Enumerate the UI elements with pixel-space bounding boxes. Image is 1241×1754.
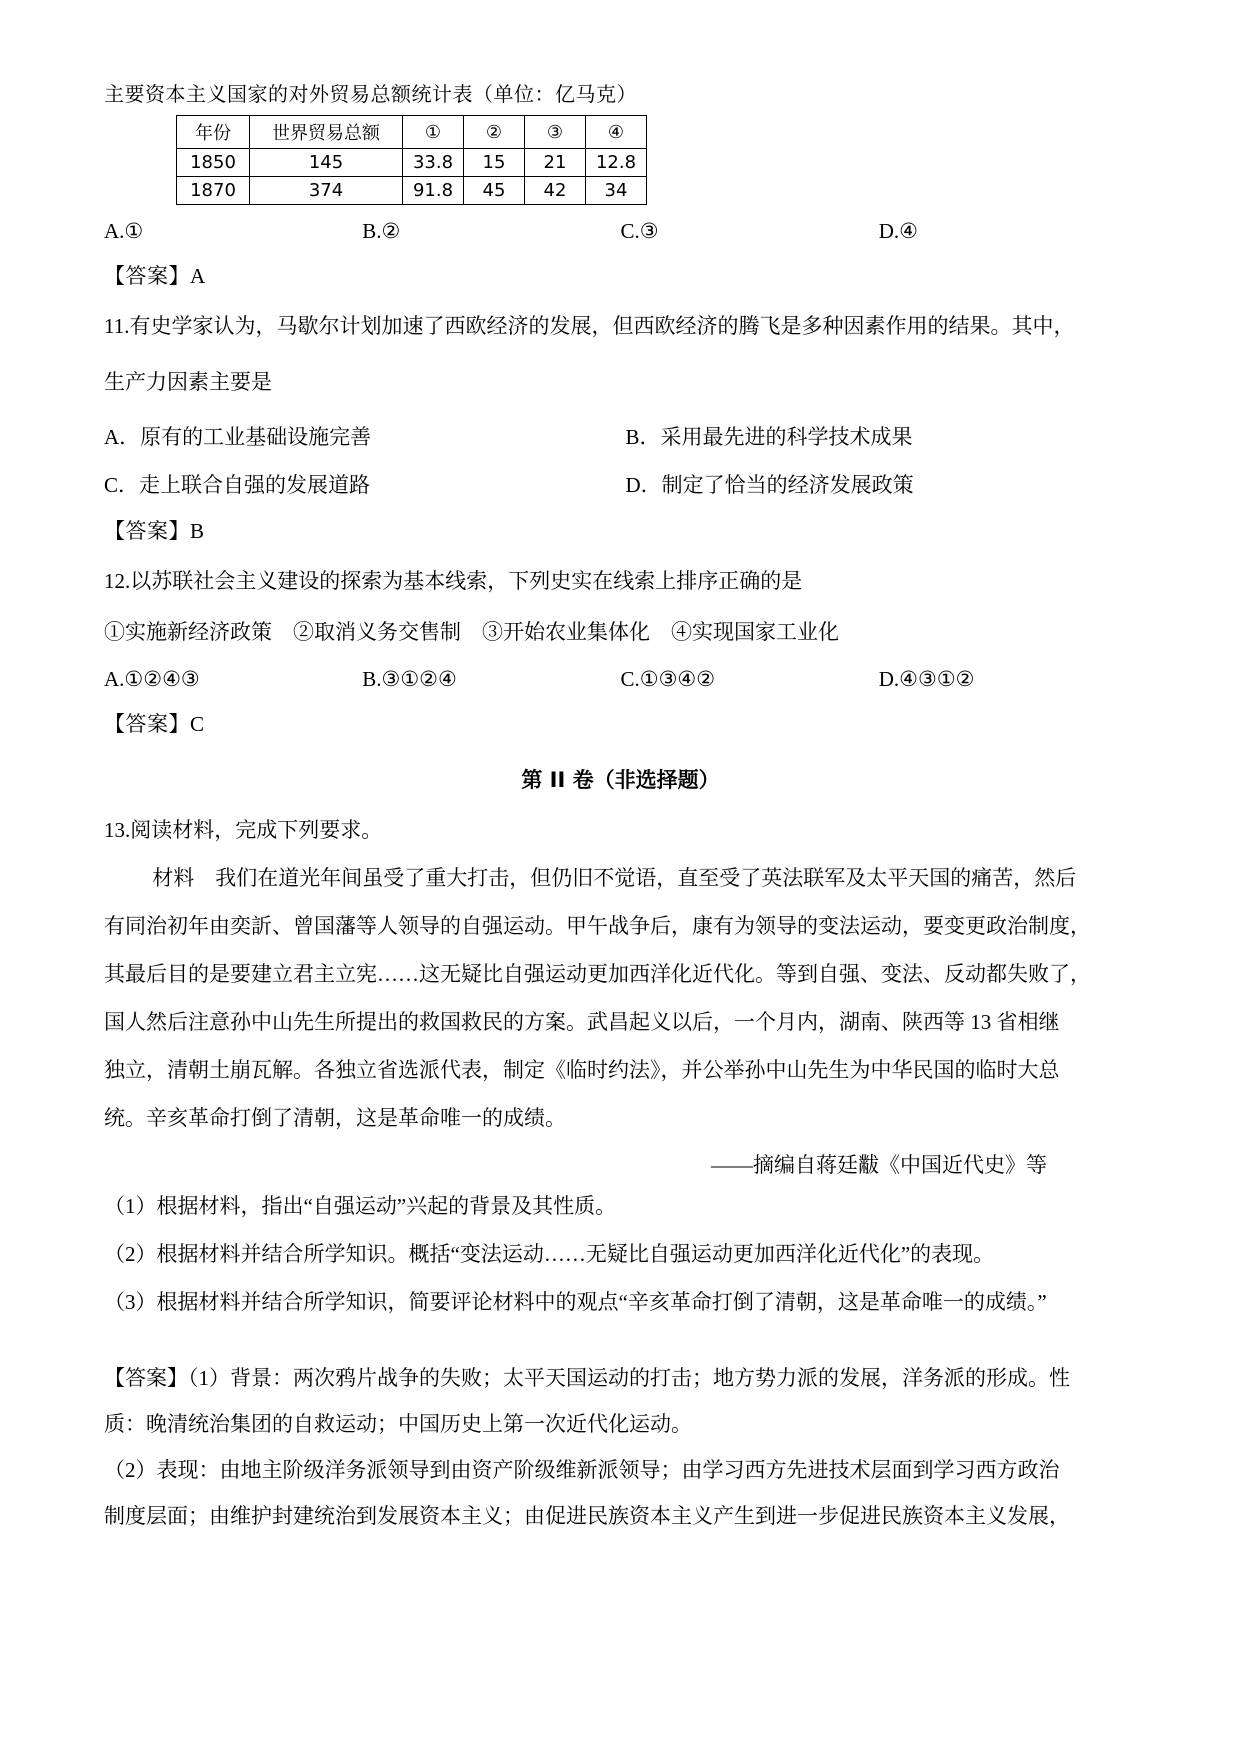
table-header-cell: ④: [586, 116, 647, 149]
question-13-answer-2-line-2: 制度层面；由维护封建统治到发展资本主义；由促进民族资本主义产生到进一步促进民族资本主义发展，: [104, 1503, 1070, 1528]
option-a: A.①②④③: [104, 666, 200, 691]
section-heading: 第 II 卷（非选择题）: [521, 767, 720, 792]
table-cell: 374: [250, 177, 403, 205]
table-cell: 145: [250, 149, 403, 177]
material-line-1: [104, 857, 1137, 899]
material-line-4: 国人然后注意孙中山先生所提出的救国救民的方案。武昌起义以后，一个月内，湖南、陕西等 13 省相继: [104, 1009, 1060, 1034]
material-source: ——摘编自蒋廷黻《中国近代史》等: [711, 1152, 1047, 1177]
question-12-options: [104, 667, 1137, 692]
option-c: C.③: [620, 219, 659, 243]
question-13-sub-1: （1）根据材料，指出“自强运动”兴起的背景及其性质。: [104, 1193, 617, 1218]
table-header-cell: 年份: [177, 116, 250, 149]
table-cell: 21: [525, 149, 586, 177]
table-cell: 34: [586, 177, 647, 205]
table-cell: 33.8: [403, 149, 464, 177]
table-cell: 91.8: [403, 177, 464, 205]
table-cell: 42: [525, 177, 586, 205]
question-12-items: ①实施新经济政策 ②取消义务交售制 ③开始农业集体化 ④实现国家工业化: [104, 619, 839, 644]
question-10-answer: 【答案】A: [104, 264, 206, 288]
spacer: [104, 1323, 1137, 1353]
question-10-options: [104, 219, 1137, 244]
table-cell: 15: [464, 149, 525, 177]
table-cell: 1870: [177, 177, 250, 205]
option-d: D.④③①②: [878, 666, 975, 691]
option-b: B.③①②④: [362, 666, 457, 691]
question-11-options-row-2: [104, 469, 1137, 499]
material-line-6: 统。辛亥革命打倒了清朝，这是革命唯一的成绩。: [104, 1105, 566, 1130]
table-header-row: [177, 116, 647, 149]
table-header-cell: ②: [464, 116, 525, 149]
question-13-sub-3: （3）根据材料并结合所学知识，简要评论材料中的观点“辛亥革命打倒了清朝，这是革命唯一的成绩。”: [104, 1289, 1047, 1314]
table-caption: 主要资本主义国家的对外贸易总额统计表（单位：亿马克）: [104, 82, 637, 106]
table-row: [177, 177, 647, 205]
option-b: B.②: [362, 219, 401, 243]
table-cell: 12.8: [586, 149, 647, 177]
table-cell: 1850: [177, 149, 250, 177]
question-13-answer-1-line-2: 质：晚清统治集团的自救运动；中国历史上第一次近代化运动。: [104, 1411, 692, 1436]
table-header-cell: ①: [403, 116, 464, 149]
material-line-2: 有同治初年由奕訢、曾国藩等人领导的自强运动。甲午战争后，康有为领导的变法运动，要变更政治制度，: [104, 913, 1091, 938]
table-header-cell: ③: [525, 116, 586, 149]
question-13-answer-1-line-1: 【答案】（1）背景：两次鸦片战争的失败；太平天国运动的打击；地方势力派的发展，洋务派的形成。性: [104, 1365, 1070, 1390]
trade-statistics-table: [176, 115, 647, 205]
material-line-5: 独立，清朝土崩瓦解。各独立省选派代表，制定《临时约法》，并公举孙中山先生为中华民国的临时大总: [104, 1057, 1060, 1082]
question-13-sub-2: （2）根据材料并结合所学知识。概括“变法运动……无疑比自强运动更加西洋化近代化”的表现。: [104, 1241, 995, 1266]
question-13-stem: 13.阅读材料，完成下列要求。: [104, 817, 383, 842]
option-c: C.①③④②: [620, 666, 716, 691]
table-cell: 45: [464, 177, 525, 205]
option-a: A.①: [104, 219, 144, 243]
option-b: B．采用最先进的科学技术成果: [625, 424, 913, 449]
question-12-answer: 【答案】C: [104, 711, 205, 736]
table-header-cell: 世界贸易总额: [250, 116, 403, 149]
table-row: [177, 149, 647, 177]
question-12-stem: 12.以苏联社会主义建设的探索为基本线索，下列史实在线索上排序正确的是: [104, 568, 803, 593]
option-c: C．走上联合自强的发展道路: [104, 472, 371, 497]
question-11-stem-line-1: 11.有史学家认为，马歇尔计划加速了西欧经济的发展，但西欧经济的腾飞是多种因素作用的结果。其中，: [104, 314, 1075, 338]
question-11-stem-line-2: 生产力因素主要是: [104, 369, 272, 394]
material-text: 我们在道光年间虽受了重大打击，但仍旧不觉语，直至受了英法联军及太平天国的痛苦，然后: [215, 865, 1077, 890]
option-d: D．制定了恰当的经济发展政策: [625, 472, 914, 497]
option-a: A．原有的工业基础设施完善: [104, 424, 372, 449]
question-11-answer: 【答案】B: [104, 518, 205, 543]
material-label: 材料: [152, 865, 195, 890]
question-13-answer-2-line-1: （2）表现：由地主阶级洋务派领导到由资产阶级维新派领导；由学习西方先进技术层面到学习西方政治: [104, 1457, 1060, 1482]
option-d: D.④: [878, 219, 918, 243]
material-line-3: 其最后目的是要建立君主立宪……这无疑比自强运动更加西洋化近代化。等到自强、变法、反动都失败了，: [104, 961, 1091, 986]
question-11-options-row-1: [104, 421, 1137, 451]
